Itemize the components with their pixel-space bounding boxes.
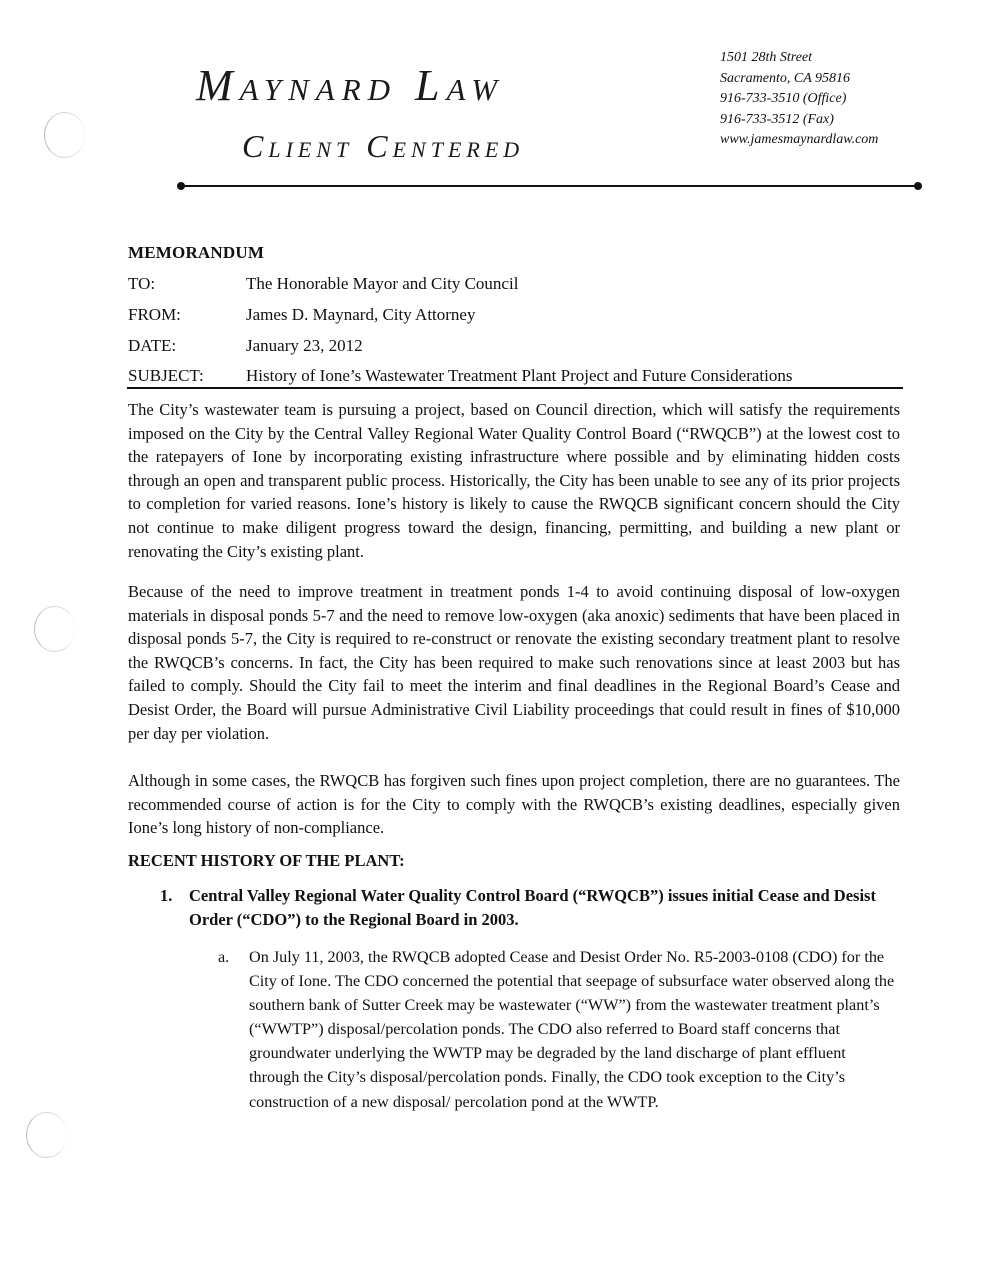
memo-subject-label: SUBJECT: — [128, 366, 204, 385]
sub-item-a-letter: a. — [218, 948, 230, 966]
memo-date-label: DATE: — [128, 336, 177, 355]
letterhead-divider-dot-left — [177, 182, 185, 190]
memo-to-value: The Honorable Mayor and City Council — [246, 274, 519, 293]
firm-address-city: Sacramento, CA 95816 — [720, 70, 851, 86]
list-item-1-number: 1. — [160, 886, 173, 905]
memo-subject-row — [128, 365, 792, 387]
firm-address-street: 1501 28th Street — [720, 50, 813, 65]
section-heading: RECENT HISTORY OF THE PLANT: — [128, 851, 405, 870]
memo-to-row — [128, 273, 518, 295]
firm-name: Maynard Law — [196, 61, 505, 110]
memo-date-value: January 23, 2012 — [246, 336, 363, 355]
list-item-1 — [160, 884, 902, 931]
punch-hole-top — [44, 112, 85, 158]
letterhead-divider — [180, 185, 918, 187]
letterhead-divider-dot-right — [914, 182, 922, 190]
list-item-1-text: Central Valley Regional Water Quality Control Board (“RWQCB”) issues initial Cease and Desist Order (“CDO”) to the Regional Board in 2003. — [189, 886, 876, 929]
firm-phone-fax: 916-733-3512 (Fax) — [720, 111, 834, 127]
memo-subject-value: History of Ione’s Wastewater Treatment Plant Project and Future Considerations — [246, 366, 793, 385]
sub-item-a-text: On July 11, 2003, the RWQCB adopted Cease and Desist Order No. R5-2003-0108 (CDO) for the City of Ione. The CDO concerned the potential that seepage of subsurface water observed along the southern bank of Sutter Creek may be wastewater (“WW”) from the wastewater treatment plant’s (“WWTP”) disposal/percolation ponds. The CDO also referred to Board staff concerns that groundwater underlying the WWTP may be degraded by the land discharge of plant effluent through the City’s disposal/percolation ponds. Finally, the CDO took exception to the City’s construction of a new disposal/ percolation pond at the WWTP. — [249, 948, 895, 1111]
body-paragraph-1: The City’s wastewater team is pursuing a project, based on Council direction, which will satisfy the requirements imposed on the City by the Central Valley Regional Water Quality Control Board (“RWQCB”) at the lowest cost to the ratepayers of Ione by incorporating existing infrastructure where possible and by eliminating hidden costs through an open and transparent public process. Historically, the City has been unable to see any of its prior projects to completion for varied reasons. Ione’s history is likely to cause the RWQCB significant concern should the City not continue to make diligent progress toward the design, financing, permitting, and building a new plant or renovating the City’s existing plant. — [128, 400, 900, 561]
memo-title: MEMORANDUM — [128, 243, 265, 262]
firm-tagline: Client Centered — [242, 128, 525, 164]
memo-date-row — [128, 335, 363, 357]
memo-from-label: FROM: — [128, 305, 181, 324]
memo-from-row — [128, 304, 475, 326]
punch-hole-middle — [34, 606, 75, 652]
body-paragraph-3: Although in some cases, the RWQCB has forgiven such fines upon project completion, there are no guarantees. The recommended course of action is for the City to comply with the RWQCB’s existing deadlines, especially given Ione’s long history of non-compliance. — [128, 771, 900, 838]
body-paragraph-2: Because of the need to improve treatment in treatment ponds 1-4 to avoid continuing disposal of low-oxygen materials in disposal ponds 5-7 and the need to remove low-oxygen (aka anoxic) sediments that have been placed in disposal ponds 5-7, the City is required to re-construct or renovate the existing secondary treatment plant to resolve the RWQCB’s concerns. In fact, the City has been required to make such renovations since at least 2003 but has failed to comply. Should the City fail to meet the interim and final deadlines in the Regional Board’s Cease and Desist Order, the Board will pursue Administrative Civil Liability proceedings that could result in fines of $10,000 per day per violation. — [128, 582, 900, 743]
memo-to-label: TO: — [128, 274, 156, 293]
punch-hole-bottom — [26, 1112, 67, 1158]
memo-header-divider — [127, 387, 903, 389]
firm-phone-office: 916-733-3510 (Office) — [720, 91, 847, 107]
firm-contact-block — [720, 48, 960, 151]
firm-website: www.jamesmaynardlaw.com — [720, 132, 879, 148]
memo-from-value: James D. Maynard, City Attorney — [246, 305, 476, 324]
sub-item-a — [218, 945, 898, 1114]
